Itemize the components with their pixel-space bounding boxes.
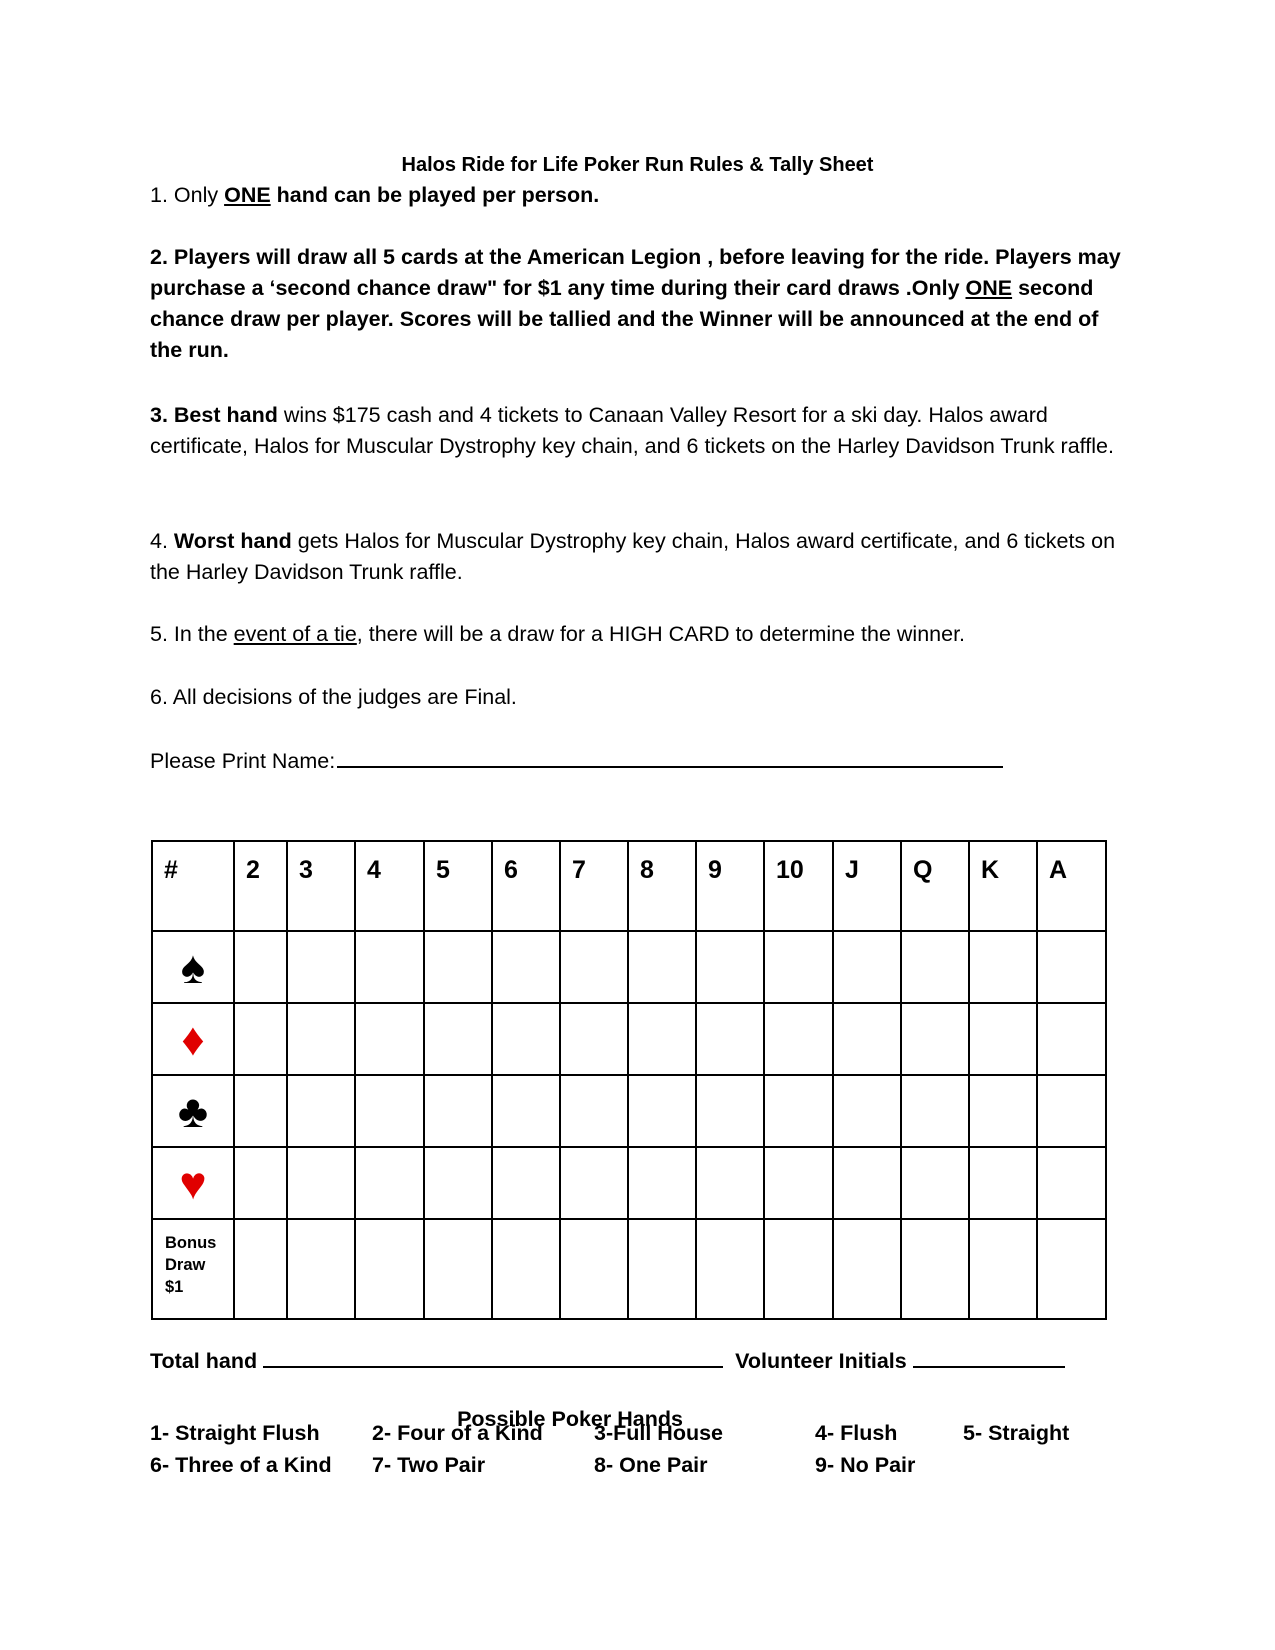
tally-cell[interactable]	[969, 1219, 1037, 1319]
header-rank-9: 9	[696, 841, 764, 931]
rule-1	[150, 180, 1125, 211]
hand-4: 4- Flush	[815, 1421, 898, 1445]
volunteer-initials-label: Volunteer Initials	[735, 1349, 907, 1373]
rule-5	[150, 619, 1125, 650]
tally-cell[interactable]	[969, 1147, 1037, 1219]
header-rank-2: 2	[234, 841, 287, 931]
poker-hands-title: Possible Poker Hands	[457, 1407, 683, 1431]
tally-cell[interactable]	[833, 1147, 901, 1219]
bonus-draw-label: Bonus Draw $1	[152, 1219, 234, 1319]
tally-cell[interactable]	[628, 1075, 696, 1147]
tally-cell[interactable]	[696, 1075, 764, 1147]
tally-cell[interactable]	[833, 1219, 901, 1319]
tally-cell[interactable]	[764, 1003, 833, 1075]
tally-cell[interactable]	[355, 1075, 424, 1147]
tally-cell[interactable]	[234, 931, 287, 1003]
hand-2: 2- Four of a Kind	[372, 1421, 543, 1445]
rule-2-text-end: second chance draw per player. Scores will be tallied and the Winner will be announced at the end of the run.	[150, 276, 1099, 362]
rule-6-text: 6. All decisions of the judges are Final.	[150, 685, 517, 709]
tally-cell[interactable]	[234, 1075, 287, 1147]
header-rank-10: 10	[764, 841, 833, 931]
tally-cell[interactable]	[696, 1147, 764, 1219]
tally-cell[interactable]	[424, 1003, 492, 1075]
tally-cell[interactable]	[287, 931, 355, 1003]
print-name-field	[150, 744, 1003, 777]
print-name-label: Please Print Name:	[150, 749, 336, 773]
tally-cell[interactable]	[628, 1003, 696, 1075]
tally-cell[interactable]	[1037, 1219, 1106, 1319]
tally-cell[interactable]	[560, 1075, 628, 1147]
rule-3	[150, 400, 1125, 462]
tally-cell[interactable]	[628, 931, 696, 1003]
tally-cell[interactable]	[901, 1147, 969, 1219]
tally-cell[interactable]	[424, 1075, 492, 1147]
tally-cell[interactable]	[287, 1219, 355, 1319]
tally-cell[interactable]	[696, 1219, 764, 1319]
tally-cell[interactable]	[424, 1147, 492, 1219]
tally-cell[interactable]	[969, 1075, 1037, 1147]
tally-cell[interactable]	[355, 1003, 424, 1075]
hand-3: 3-Full House	[594, 1421, 724, 1445]
tally-cell[interactable]	[833, 931, 901, 1003]
tally-cell[interactable]	[287, 1003, 355, 1075]
hand-5: 5- Straight	[963, 1421, 1070, 1445]
header-rank-8: 8	[628, 841, 696, 931]
print-name-blank[interactable]	[337, 744, 1003, 768]
tally-cell[interactable]	[764, 1075, 833, 1147]
rule-6	[150, 682, 1125, 713]
diamond-icon: ♦	[152, 1003, 234, 1075]
hand-7: 7- Two Pair	[372, 1453, 486, 1477]
tally-cell[interactable]	[901, 1075, 969, 1147]
tally-cell[interactable]	[764, 931, 833, 1003]
tally-cell[interactable]	[833, 1075, 901, 1147]
header-rank-4: 4	[355, 841, 424, 931]
header-number: #	[152, 841, 234, 931]
rule-2	[150, 242, 1125, 366]
header-rank-k: K	[969, 841, 1037, 931]
hand-1: 1- Straight Flush	[150, 1421, 320, 1445]
spade-icon: ♠	[152, 931, 234, 1003]
rule-2-emphasis: ONE	[965, 276, 1013, 300]
rule-3-text: wins $175 cash and 4 tickets to Canaan Valley Resort for a ski day. Halos award certificate, Halos for Muscular Dystrophy key chain, and 6 tickets on the Harley Davidson Trunk raffle.	[150, 403, 1114, 458]
tally-cell[interactable]	[628, 1219, 696, 1319]
tally-cell[interactable]	[234, 1147, 287, 1219]
rule-1-text: 1. Only	[150, 183, 225, 207]
rule-5-text-end: , there will be a draw for a HIGH CARD to determine the winner.	[356, 622, 966, 646]
header-rank-3: 3	[287, 841, 355, 931]
club-icon: ♣	[152, 1075, 234, 1147]
tally-table	[151, 840, 1107, 1320]
hand-8: 8- One Pair	[594, 1453, 708, 1477]
rule-4-number: 4.	[150, 529, 174, 553]
totals-line	[150, 1346, 1065, 1374]
header-rank-a: A	[1037, 841, 1106, 931]
tally-cell[interactable]	[764, 1147, 833, 1219]
rule-3-heading: 3. Best hand	[150, 403, 278, 427]
tally-cell[interactable]	[560, 931, 628, 1003]
total-hand-blank[interactable]	[263, 1346, 723, 1368]
tally-cell[interactable]	[1037, 1003, 1106, 1075]
table-row-bonus	[152, 1219, 1106, 1319]
table-row-spade	[152, 931, 1106, 1003]
header-rank-q: Q	[901, 841, 969, 931]
rule-2-text: 2. Players will draw all 5 cards at the American Legion , before leaving for the ride. Players may purchase a ‘second chance draw" for $1 any time during their card draws .Only	[150, 245, 1121, 300]
tally-cell[interactable]	[969, 1003, 1037, 1075]
tally-cell[interactable]	[355, 931, 424, 1003]
tally-cell[interactable]	[1037, 931, 1106, 1003]
tally-cell[interactable]	[287, 1075, 355, 1147]
tally-cell[interactable]	[424, 931, 492, 1003]
page-title: Halos Ride for Life Poker Run Rules & Tally Sheet	[401, 154, 874, 176]
tally-cell[interactable]	[901, 1003, 969, 1075]
rule-5-emphasis: event of a tie	[233, 622, 357, 646]
rule-5-text: 5. In the	[150, 622, 234, 646]
tally-cell[interactable]	[764, 1219, 833, 1319]
tally-cell[interactable]	[1037, 1147, 1106, 1219]
total-hand-label: Total hand	[150, 1349, 258, 1373]
tally-cell[interactable]	[492, 1147, 560, 1219]
header-rank-j: J	[833, 841, 901, 931]
tally-cell[interactable]	[492, 1219, 560, 1319]
table-row-club	[152, 1075, 1106, 1147]
tally-cell[interactable]	[287, 1147, 355, 1219]
tally-cell[interactable]	[234, 1003, 287, 1075]
heart-icon: ♥	[152, 1147, 234, 1219]
rule-4-heading: Worst hand	[173, 529, 292, 553]
tally-cell[interactable]	[696, 1003, 764, 1075]
tally-cell[interactable]	[234, 1219, 287, 1319]
tally-cell[interactable]	[492, 931, 560, 1003]
rule-4-text: gets Halos for Muscular Dystrophy key chain, Halos award certificate, and 6 tickets on the Harley Davidson Trunk raffle.	[150, 529, 1116, 584]
rule-1-text-end: hand can be played per person.	[270, 183, 600, 207]
rule-1-emphasis: ONE	[224, 183, 271, 207]
tally-cell[interactable]	[560, 1003, 628, 1075]
tally-cell[interactable]	[696, 931, 764, 1003]
tally-cell[interactable]	[628, 1147, 696, 1219]
tally-cell[interactable]	[1037, 1075, 1106, 1147]
table-header-row	[152, 841, 1106, 931]
tally-cell[interactable]	[355, 1147, 424, 1219]
table-row-heart	[152, 1147, 1106, 1219]
tally-cell[interactable]	[424, 1219, 492, 1319]
table-row-diamond	[152, 1003, 1106, 1075]
tally-cell[interactable]	[833, 1003, 901, 1075]
header-rank-5: 5	[424, 841, 492, 931]
tally-cell[interactable]	[355, 1219, 424, 1319]
rule-4	[150, 526, 1125, 588]
header-rank-7: 7	[560, 841, 628, 931]
volunteer-initials-blank[interactable]	[913, 1346, 1065, 1368]
header-rank-6: 6	[492, 841, 560, 931]
tally-cell[interactable]	[560, 1147, 628, 1219]
hand-6: 6- Three of a Kind	[150, 1453, 332, 1477]
hand-9: 9- No Pair	[815, 1453, 916, 1477]
tally-cell[interactable]	[969, 931, 1037, 1003]
tally-cell[interactable]	[901, 931, 969, 1003]
tally-cell[interactable]	[560, 1219, 628, 1319]
tally-cell[interactable]	[901, 1219, 969, 1319]
tally-cell[interactable]	[492, 1003, 560, 1075]
tally-cell[interactable]	[492, 1075, 560, 1147]
